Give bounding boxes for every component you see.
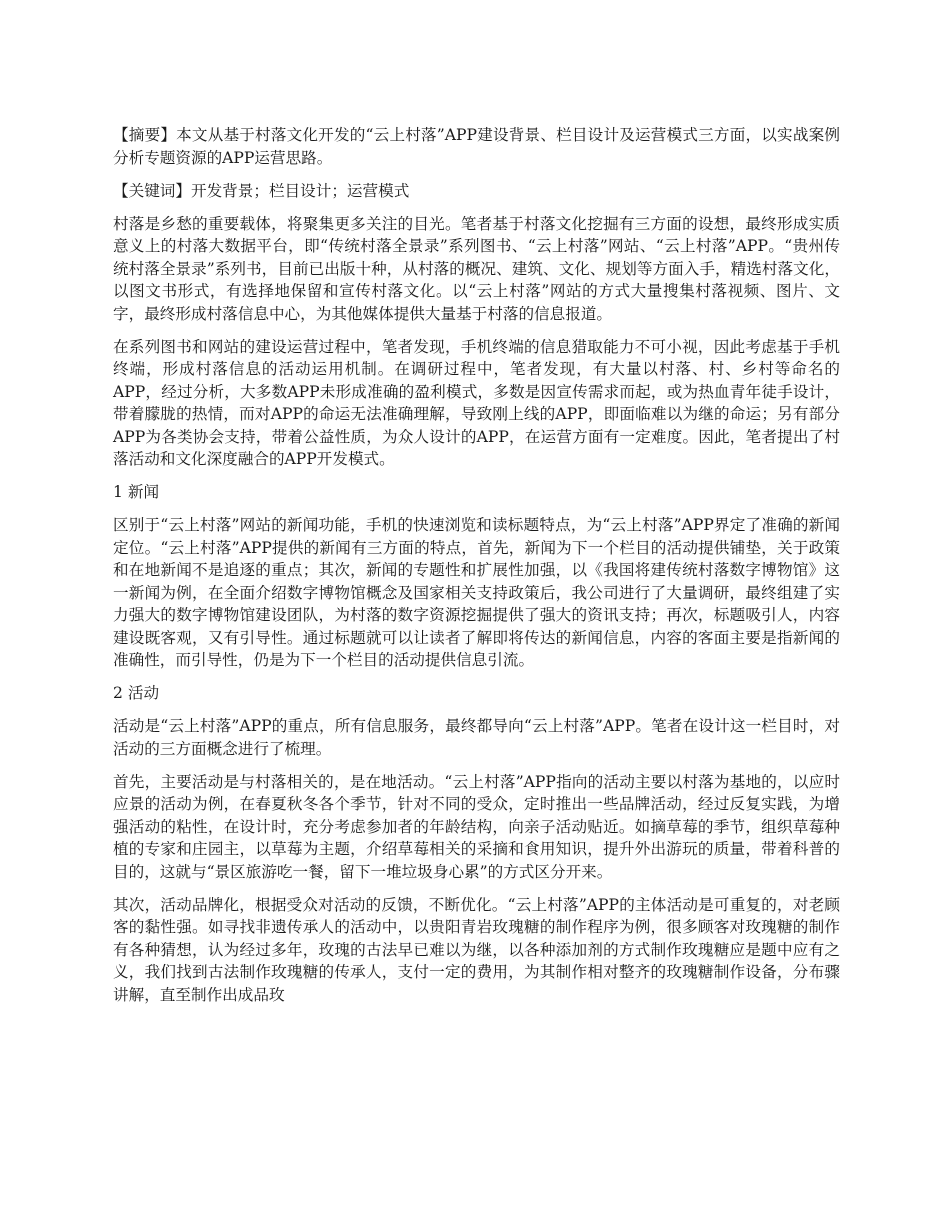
abstract: 【摘要】本文从基于村落文化开发的“云上村落”APP建设背景、栏目设计及运营模式三方面，以实战案例分析专题资源的APP运营思路。 [113,126,840,167]
section-heading-news: 1 新闻 [113,483,160,501]
news-paragraph-1: 区别于“云上村落”网站的新闻功能，手机的快速浏览和读标题特点，为“云上村落”APP界定了准确的新闻定位。“云上村落”APP提供的新闻有三方面的特点，首先，新闻为下一个栏目的活动提供铺垫，关于政策和在地新闻不是追逐的重点；其次，新闻的专题性和扩展性加强，以《我国将建传统村落数字博物馆》这一新闻为例，在全面介绍数字博物馆概念及国家相关支持政策后，我公司进行了大量调研，最终组建了实力强大的数字博物馆建设团队，为村落的数字资源挖掘提供了强大的资讯支持；再次，标题吸引人，内容建设既客观，又有引导性。通过标题就可以让读者了解即将传达的新闻信息，内容的客面主要是指新闻的准确性，而引导性，仍是为下一个栏目的活动提供信息引流。 [113,516,840,669]
intro-paragraph-2: 在系列图书和网站的建设运营过程中，笔者发现，手机终端的信息猎取能力不可小视，因此考虑基于手机终端，形成村落信息的活动运用机制。在调研过程中，笔者发现，有大量以村落、村、乡村等命名的APP，经过分析，大多数APP未形成准确的盈利模式，多数是因宣传需求而起，或为热血青年徒手设计，带着朦胧的热情，而对APP的命运无法准确理解，导致刚上线的APP，即面临难以为继的命运；另有部分APP为各类协会支持，带着公益性质，为众人设计的APP，在运营方面有一定难度。因此，笔者提出了村落活动和文化深度融合的APP开发模式。 [113,337,840,468]
activities-paragraph-1: 活动是“云上村落”APP的重点，所有信息服务，最终都导向“云上村落”APP。笔者在设计这一栏目时，对活动的三方面概念进行了梳理。 [113,717,840,758]
document-page [113,124,840,1017]
intro-paragraph-1: 村落是乡愁的重要载体，将聚集更多关注的目光。笔者基于村落文化挖掘有三方面的设想，最终形成实质意义上的村落大数据平台，即“传统村落全景录”系列图书、“云上村落”网站、“云上村落”APP。“贵州传统村落全景录”系列书，目前已出版十种，从村落的概况、建筑、文化、规划等方面入手，精选村落文化，以图文书形式，有选择地保留和宣传村落文化。以“云上村落”网站的方式大量搜集村落视频、图片、文字，最终形成村落信息中心，为其他媒体提供大量基于村落的信息报道。 [113,214,840,323]
section-heading-activities: 2 活动 [113,684,160,702]
activities-paragraph-2: 首先，主要活动是与村落相关的，是在地活动。“云上村落”APP指向的活动主要以村落为基地的，以应时应景的活动为例，在春夏秋冬各个季节，针对不同的受众，定时推出一些品牌活动，经过反复实践，为增强活动的粘性，在设计时，充分考虑参加者的年龄结构，向亲子活动贴近。如摘草莓的季节，组织草莓种植的专家和庄园主，以草莓为主题，介绍草莓相关的采摘和食用知识，提升外出游玩的质量，带着科普的目的，这就与“景区旅游吃一餐，留下一堆垃圾身心累”的方式区分开来。 [113,772,840,881]
keywords: 【关键词】开发背景；栏目设计；运营模式 [113,181,410,200]
activities-paragraph-3: 其次，活动品牌化，根据受众对活动的反馈，不断优化。“云上村落”APP的主体活动是可重复的，对老顾客的黏性强。如寻找非遗传承人的活动中，以贵阳青岩玫瑰糖的制作程序为例，很多顾客对玫瑰糖的制作有各种猜想，认为经过多年，玫瑰的古法早已难以为继，以各种添加剂的方式制作玫瑰糖应是题中应有之义，我们找到古法制作玫瑰糖的传承人，支付一定的费用，为其制作相对整齐的玫瑰糖制作设备，分布骤讲解，直至制作出成品玫 [113,895,840,1004]
